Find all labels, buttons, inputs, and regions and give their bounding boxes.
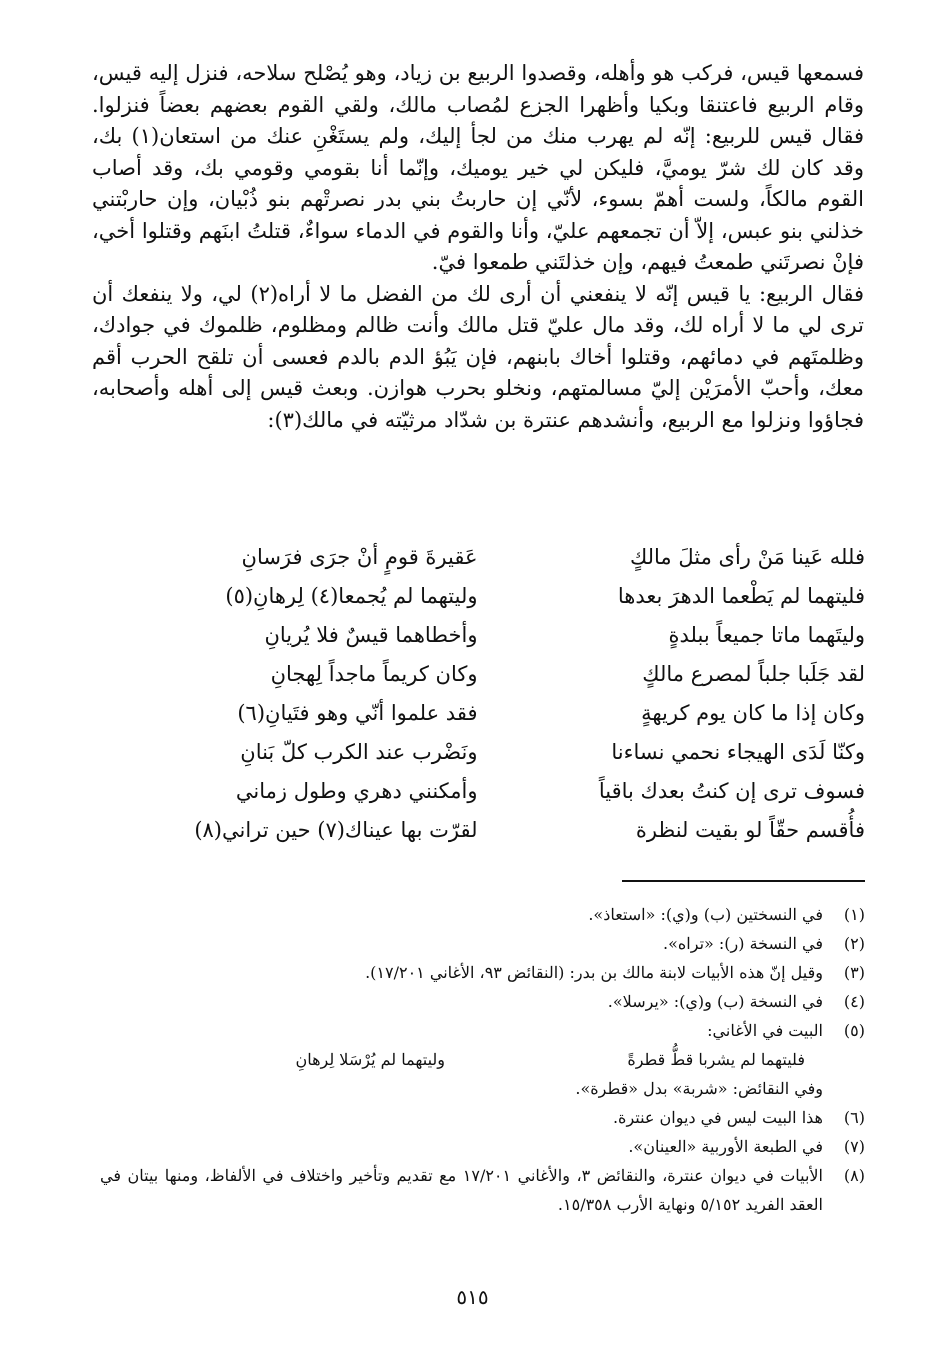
footnote-text: في الطبعة الأوربية «العينان». [628, 1137, 823, 1156]
poem-verse-2 [140, 577, 865, 616]
poem-verse-3 [140, 616, 865, 655]
page-number: ٥١٥ [456, 1285, 489, 1309]
poem-verse-1 [140, 538, 865, 577]
footnote-8 [100, 1161, 865, 1219]
footnote-number: (٨) [843, 1166, 865, 1185]
footnote-number: (٢) [843, 934, 865, 953]
prose-paragraph-1: فسمعها قيس، فركب هو وأهله، وقصدوا الربيع بن زياد، وهو يُصْلح سلاحه، فنزل إليه قيس، وقام الربيع فاعتنقا وبكيا وأظهرا الجزع لمُصاب مالك، ولقي القوم بعضهم بعضاً فنزلوا. فقال قيس للربيع: إنّه لم يهرب منك من لجأ إليك، ولم يستَغْنِ عنك من استعان(١) بك، وقد كان لك شرّ يوميَّ، فليكن لي خير يوميك، وإنّما أنا بقومي وقومي بك، وقد أصاب القوم مالكاً، ولست أهمّ بسوء، لأنّي إن حاربتُ بني بدر نصرتْهم بنو ذُبْيان، وإن حاربْتني خذلني بنو عبس، إلاّ أن تجمعهم عليّ، وأنا والقوم في الدماء سواءٌ، قتلتُ ابنَهم وقتلوا أخي، فإنْ نصرتَني طمعتُ فيهم، وإن خذلتَني طمعوا فيّ. [92, 61, 864, 274]
footnote-text: وقيل إنّ هذه الأبيات لابنة مالك بن بدر: (النقائض ٩٣، الأغاني ١٧/٢٠١). [365, 963, 823, 982]
second-hemistich: فقد علموا أنّي وهو فتَيانِ(٦) [237, 701, 478, 725]
second-hemistich: وأمكنني دهري وطول زماني [235, 779, 478, 803]
footnote-number: (١) [843, 905, 865, 924]
poem-verse-6 [140, 733, 865, 772]
footnote-5-verse [100, 1045, 865, 1074]
second-hemistich: وليتهما لم يُجمعا(٤) لِرهانِ(٥) [225, 584, 478, 608]
footnote-number: (٧) [843, 1137, 865, 1156]
footnote-number: (٣) [843, 963, 865, 982]
footnotes [100, 900, 865, 1219]
first-hemistich: وكنّا لَدَى الهيجاء نحمي نساءنا [611, 740, 865, 764]
second-hemistich: وأخطاهما قيسٌ فلا يُريانِ [264, 623, 478, 647]
footnote-separator [622, 880, 865, 882]
poem-verse-4 [140, 655, 865, 694]
prose-paragraph-2: فقال الربيع: يا قيس إنّه لا ينفعني أن أرى لك من الفضل ما لا أراه(٢) لي، ولا ينفعك أن ترى لي ما لا أراه لك، وقد مال عليّ قتل مالك وأنت ظالم ومظلوم، ظلموك في جوادك، وظلمتَهم في دمائهم، وقتلوا أخاك بابنهم، فإن يَبُؤ الدم بالدم فعسى أن تلقح الحرب أقم معك، وأحبّ الأمرَيْن إليّ مسالمتهم، ونخلو بحرب هوازن. وبعث قيس إلى أهله وأصحابه، فجاؤوا ونزلوا مع الربيع، وأنشدهم عنترة بن شدّاد مرثيّته في مالك(٣): [92, 281, 864, 432]
first-hemistich: لقد جَلَبا جلباً لمصرع مالكٍ [642, 662, 865, 686]
footnote-5 [100, 1016, 865, 1045]
poem-verse-5 [140, 694, 865, 733]
first-hemistich: فسوف ترى إن كنتُ بعدك باقياً [598, 779, 865, 803]
footnote-4 [100, 987, 865, 1016]
footnote-text: في النسختين (ب) و(ي): «استعاذ». [588, 905, 823, 924]
footnote-2 [100, 929, 865, 958]
first-hemistich: فليتهما لم يشربا قطُّ قطرةً [627, 1050, 805, 1069]
footnote-number: (٦) [843, 1108, 865, 1127]
first-hemistich: وكان إذا ما كان يوم كريهةٍ [641, 701, 865, 725]
footnote-text: البيت في الأغاني: [707, 1021, 823, 1040]
footnote-text: في النسخة (ر): «تراه». [663, 934, 823, 953]
first-hemistich: وليتَهما ماتا جميعاً ببلدةٍ [668, 623, 865, 647]
poem [140, 538, 865, 850]
footnote-7 [100, 1132, 865, 1161]
footnote-text: في النسخة (ب) و(ي): «يرسلا». [607, 992, 823, 1011]
footnote-text: الأبيات في ديوان عنترة، والنقائض ٣، والأغاني ١٧/٢٠١ مع تقديم وتأخير واختلاف في الألفاظ، ومنها بيتان في العقد الفريد ٥/١٥٢ ونهاية الأرب ١٥/٣٥٨. [100, 1166, 824, 1214]
footnote-3 [100, 958, 865, 987]
footnote-1 [100, 900, 865, 929]
first-hemistich: فلله عَينا مَنْ رأى مثلَ مالكٍ [629, 545, 865, 569]
main-prose [92, 58, 864, 436]
footnote-text: هذا البيت ليس في ديوان عنترة. [612, 1108, 823, 1127]
poem-verse-8 [140, 811, 865, 850]
first-hemistich: فأُقسم حقّاً لو بقيت لنظرة [635, 818, 865, 842]
second-hemistich: ونَضْرب عند الكرب كلّ بَنانِ [240, 740, 478, 764]
second-hemistich: وليتهما لم يُرْسَلا لِرهانِ [295, 1050, 445, 1069]
footnote-5-extra: وفي النقائض: «شربة» بدل «قطرة». [575, 1079, 823, 1098]
second-hemistich: عَقيرةَ قومٍ أنْ جرَى فرَسانِ [241, 545, 478, 569]
first-hemistich: فليتهما لم يَطْعما الدهرَ بعدها [617, 584, 865, 608]
second-hemistich: لقرّت بها عيناك(٧) حين تراني(٨) [194, 818, 478, 842]
footnote-number: (٥) [843, 1021, 865, 1040]
poem-verse-7 [140, 772, 865, 811]
footnote-6 [100, 1103, 865, 1132]
second-hemistich: وكان كريماً ماجداً لِهجانِ [270, 662, 478, 686]
footnote-number: (٤) [843, 992, 865, 1011]
